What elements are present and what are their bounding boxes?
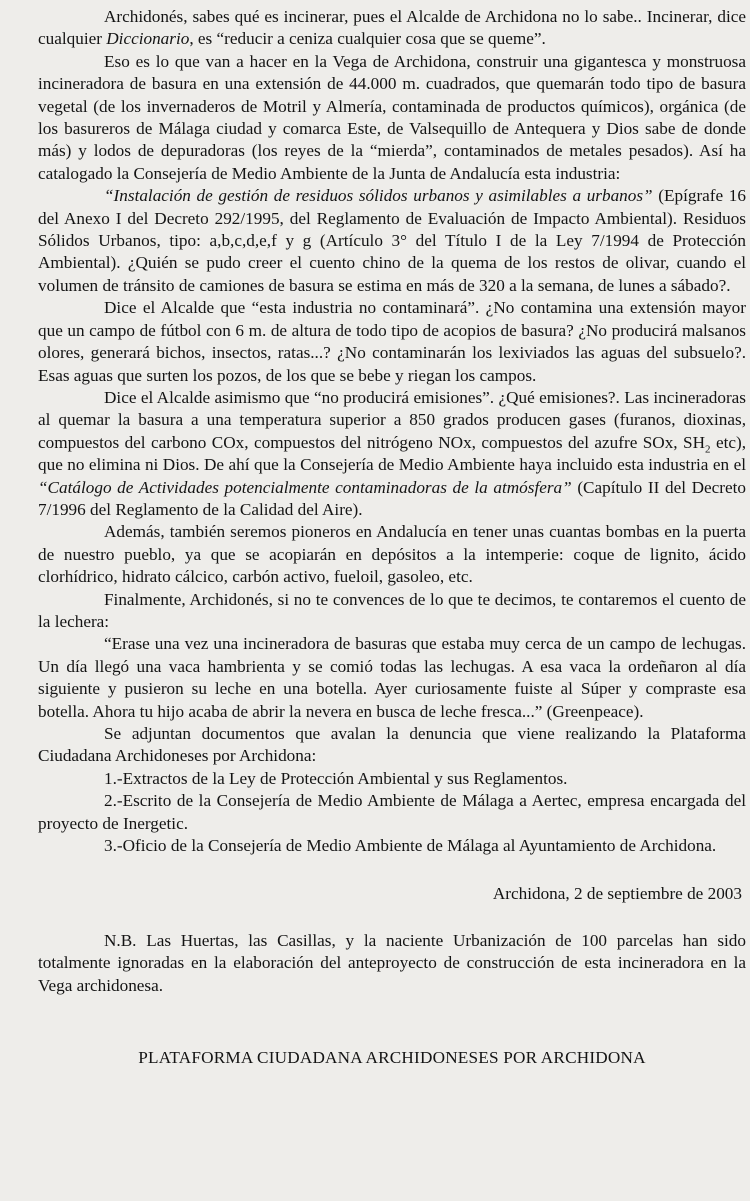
signature: PLATAFORMA CIUDADANA ARCHIDONESES POR ARCHIDONA [138, 1048, 646, 1068]
subscript-text: 2 [705, 443, 711, 456]
paragraph-p8 [38, 633, 746, 723]
paragraph-p6 [38, 521, 746, 588]
paragraph-p5 [38, 387, 746, 521]
nota-bene: N.B. Las Huertas, las Casillas, y la naciente Urbanización de 100 parcelas han sido totalmente ignoradas en la elaboración del anteproyecto de construcción de esta incineradora en la Vega archidonesa. [38, 930, 746, 995]
paragraph-p3 [38, 185, 746, 297]
attachment-item-3: 3.-Oficio de la Consejería de Medio Ambiente de Málaga al Ayuntamiento de Archidona. [104, 836, 717, 856]
paragraph-p9 [38, 723, 746, 768]
paragraph-p1 [38, 6, 746, 51]
paragraph-text: Finalmente, Archidonés, si no te convences de lo que te decimos, te contaremos el cuento de la lechera: [38, 589, 746, 631]
italic-text: “Catálogo de Actividades potencialmente contaminadoras de la atmósfera” [38, 477, 572, 497]
italic-text: “Instalación de gestión de residuos sólidos urbanos y asimilables a urbanos” [104, 186, 653, 206]
paragraph-text: Además, también seremos pioneros en Andalucía en tener unas cuantas bombas en la puerta de nuestro pueblo, ya que se acopiarán en depósitos a la intemperie: coque de lignito, ácido clorhídrico, hidrato cálcico, carbón activo, fueloil, gasoleo, etc. [38, 522, 746, 587]
paragraph-p4 [38, 297, 746, 387]
attachment-item-2: 2.-Escrito de la Consejería de Medio Ambiente de Málaga a Aertec, empresa encargada del proyecto de Inergetic. [38, 791, 746, 833]
paragraph-p7 [38, 589, 746, 634]
paragraph-text: “Erase una vez una incineradora de basuras que estaba muy cerca de un campo de lechugas. Un día llegó una vaca hambrienta y se comió todas las lechugas. A esa vaca la ordeñaron al día siguiente y pusieron su leche en una botella. Ayer curiosamente fuiste al Súper y compraste esa botella. Ahora tu hijo acaba de abrir la nevera en busca de leche fresca...” (Greenpeace). [38, 634, 746, 721]
attachment-list [38, 768, 746, 858]
paragraph-text: (Epígrafe 16 del Anexo I del Decreto 292/1995, del Reglamento de Evaluación de Impacto Ambiental). Residuos Sólidos Urbanos, tipo: a,b,c,d,e,f y g (Artículo 3° del Título I de la Ley 7/1994 de Protección Ambiental). ¿Quién se pudo creer el cuento chino de la quema de los restos de olivar, cuando el volumen de tránsito de camiones de basura se estima en más de 320 a la semana, de lunes a sábado?. [38, 186, 746, 295]
paragraph-text: etc), que no elimina ni Dios. De ahí que la Consejería de Medio Ambiente haya incluido esta industria en el [38, 432, 746, 475]
paragraph-text: (Capítulo II del Decreto 7/1996 del Reglamento de la Calidad del Aire). [38, 477, 747, 519]
attachment-item-1: 1.-Extractos de la Ley de Protección Ambiental y sus Reglamentos. [104, 768, 568, 788]
paragraph-text: Archidonés, sabes qué es incinerar, pues el Alcalde de Archidona no lo sabe.. Incinerar, dice cualquier [38, 7, 746, 49]
paragraph-text: , es “reducir a ceniza cualquier cosa que se queme”. [189, 29, 546, 49]
italic-text: Diccionario [106, 29, 190, 49]
paragraph-p2 [38, 51, 746, 185]
paragraph-text: Se adjuntan documentos que avalan la denuncia que viene realizando la Plataforma Ciudadana Archidoneses por Archidona: [38, 724, 746, 766]
paragraph-text: Eso es lo que van a hacer en la Vega de Archidona, construir una gigantesca y monstruosa incineradora de basura en una extensión de 44.000 m. cuadrados, que quemarán todo tipo de basura vegetal (de los invernaderos de Motril y Almería, contaminada de productos químicos), orgánica (de los basureros de Málaga ciudad y comarca Este, de Valsequillo de Antequera y Dios sabe de donde más) y lodos de depuradoras (los reyes de la “mierda”, contaminados de metales pesados). Así ha catalogado la Consejería de Medio Ambiente de la Junta de Andalucía esta industria: [38, 51, 746, 183]
paragraph-text: Dice el Alcalde que “esta industria no contaminará”. ¿No contamina una extensión mayor que un campo de fútbol con 6 m. de altura de todo tipo de acopios de basura? ¿No producirá malsanos olores, generará bichos, insectos, ratas...? ¿No contaminarán los lexiviados las aguas del subsuelo?. Esas aguas que surten los pozos, de los que se bebe y riegan los campos. [38, 298, 746, 385]
paragraph-text: Dice el Alcalde asimismo que “no producirá emisiones”. ¿Qué emisiones?. Las incineradoras al quemar la basura a una temperatura superior a 850 grados producen gases (furanos, dioxinas, compuestos del carbono COx, compuestos del nitrógeno NOx, compuestos del azufre SOx, SH [38, 387, 746, 452]
document-body [38, 6, 746, 768]
document-date: Archidona, 2 de septiembre de 2003 [492, 884, 742, 904]
